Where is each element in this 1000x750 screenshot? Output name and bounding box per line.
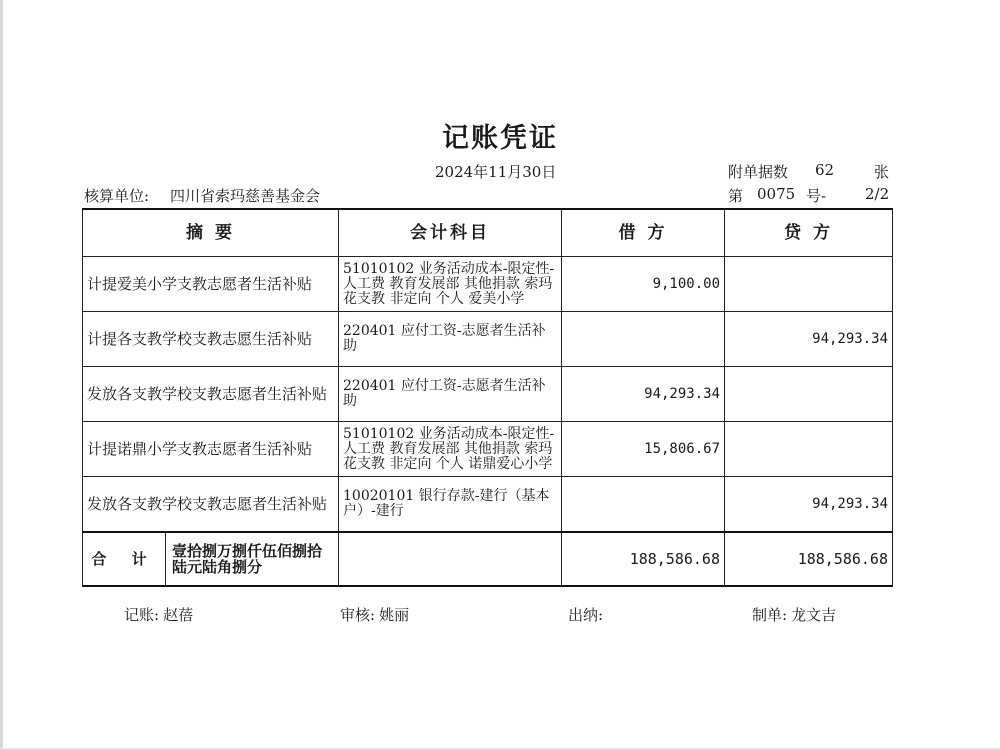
table-row [83,367,893,422]
accounting-unit-label: 核算单位: [84,187,150,205]
row-debit [562,477,725,533]
total-inner [83,533,338,585]
total-amount-in-words: 壹拾捌万捌仟伍佰捌拾陆元陆角捌分 [172,542,323,576]
attachments-count: 62 [815,161,835,179]
voucher-number-prefix: 第 [728,187,744,205]
attachments-label: 附单据数 [728,163,789,181]
accounting-unit-name: 四川省索玛慈善基金会 [170,187,321,205]
cashier [568,604,607,625]
column-header-debit: 借 方 [562,209,725,257]
row-credit: 94,293.34 [725,312,893,367]
voucher-table [82,208,893,587]
row-account: 220401 应付工资-志愿者生活补助 [339,312,562,367]
preparer-label: 制单: [752,606,788,624]
row-debit [562,312,725,367]
bookkeeper-name: 赵蓓 [163,606,194,624]
total-debit: 188,586.68 [562,532,725,586]
row-credit: 94,293.34 [725,477,893,533]
row-account: 51010102 业务活动成本-限定性-人工费 教育发展部 其他捐款 索玛花支教 非定向 个人 爱美小学 [339,257,562,312]
row-summary: 计提各支教学校支教志愿生活补贴 [83,312,339,367]
preparer-name: 龙文吉 [791,606,837,624]
attachments-unit: 张 [874,163,890,181]
row-summary: 发放各支教学校支教志愿者生活补贴 [83,367,339,422]
row-credit [725,422,893,477]
column-header-credit: 贷 方 [725,209,893,257]
row-credit [725,367,893,422]
bookkeeper-label: 记账: [124,606,160,624]
row-debit: 15,806.67 [562,422,725,477]
total-cell [83,532,339,586]
table-row [83,257,893,312]
voucher-number-suffix: 号- [806,187,827,205]
bookkeeper [124,604,193,625]
column-header-account: 会计科目 [339,209,562,257]
cashier-label: 出纳: [568,606,604,624]
page-number: 2/2 [865,185,890,203]
column-header-summary: 摘 要 [83,209,339,257]
total-label: 合 计 [83,533,166,585]
row-account: 220401 应付工资-志愿者生活补助 [339,367,562,422]
table-header-row [83,209,893,257]
voucher-title: 记账凭证 [442,123,558,154]
table-row [83,477,893,533]
row-summary: 计提爱美小学支教志愿者生活补贴 [83,257,339,312]
preparer [752,604,836,625]
table-row [83,312,893,367]
reviewer-label: 审核: [340,606,376,624]
voucher-date: 2024年11月30日 [435,163,557,181]
total-credit: 188,586.68 [725,532,893,586]
row-credit [725,257,893,312]
total-row [83,532,893,586]
row-summary: 发放各支教学校支教志愿者生活补贴 [83,477,339,533]
row-summary: 计提诺鼎小学支教志愿者生活补贴 [83,422,339,477]
row-account: 10020101 银行存款-建行（基本户）-建行 [339,477,562,533]
reviewer [340,604,409,625]
total-account-spacer [339,532,562,586]
voucher-number: 0075 [757,185,796,203]
row-debit: 9,100.00 [562,257,725,312]
row-debit: 94,293.34 [562,367,725,422]
row-account: 51010102 业务活动成本-限定性-人工费 教育发展部 其他捐款 索玛花支教 非定向 个人 诺鼎爱心小学 [339,422,562,477]
reviewer-name: 姚丽 [379,606,410,624]
table-row [83,422,893,477]
